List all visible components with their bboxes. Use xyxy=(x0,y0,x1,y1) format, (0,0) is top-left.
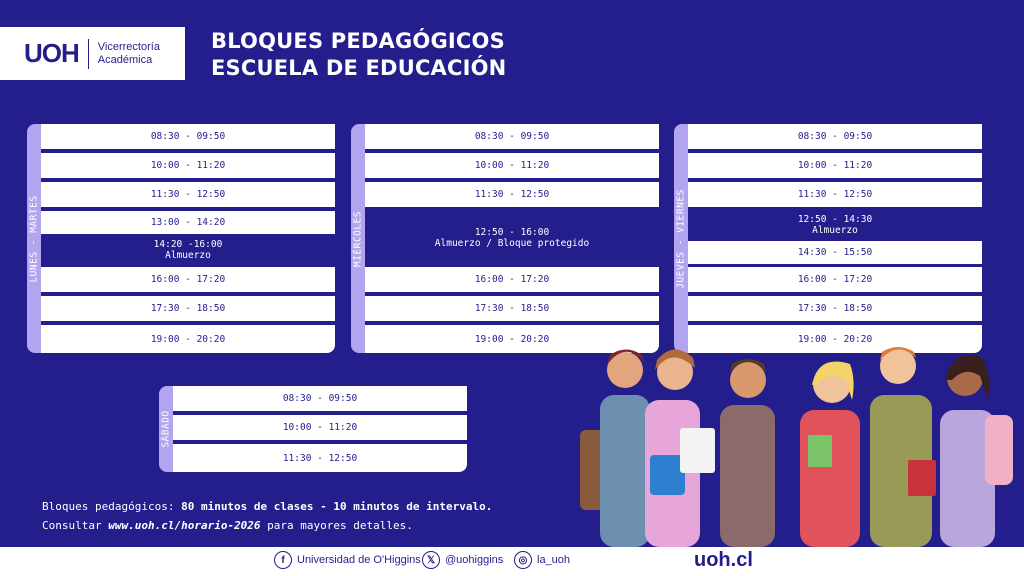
footer xyxy=(0,547,1024,576)
title-line-2: ESCUELA DE EDUCACIÓN xyxy=(211,56,507,80)
time-slot: 08:30 - 09:50 xyxy=(41,124,335,149)
lunch-time: 14:20 -16:00 xyxy=(153,239,223,250)
schedule-lunes-martes xyxy=(27,124,335,353)
lunch-slot xyxy=(688,211,982,239)
schedule-link[interactable]: www.uoh.cl/horario-2026 xyxy=(108,519,261,532)
logo-text xyxy=(98,41,160,67)
time-slot: 16:00 - 17:20 xyxy=(365,267,659,292)
schedule-miercoles xyxy=(351,124,659,353)
uoh-logo-mark: UOH xyxy=(24,38,79,68)
time-slot: 10:00 - 11:20 xyxy=(365,153,659,178)
lunch-slot xyxy=(365,222,659,254)
time-slot: 16:00 - 17:20 xyxy=(41,267,335,292)
day-tab: JUEVES - VIERNES xyxy=(674,124,688,353)
lunch-time: 12:50 - 14:30 xyxy=(797,214,873,225)
time-slot: 08:30 - 09:50 xyxy=(688,124,982,149)
time-slot: 08:30 - 09:50 xyxy=(365,124,659,149)
page-title xyxy=(211,28,506,82)
footnote-line-2: Consultar www.uoh.cl/horario-2026 para mayores detalles. xyxy=(42,519,413,532)
lunch-note: Almuerzo xyxy=(165,250,211,261)
day-tab: LUNES - MARTES xyxy=(27,124,41,353)
time-slot: 10:00 - 11:20 xyxy=(173,415,467,440)
time-slot: 11:30 - 12:50 xyxy=(41,182,335,207)
lunch-note: Almuerzo / Bloque protegido xyxy=(434,238,590,249)
schedule-jueves-viernes xyxy=(674,124,982,353)
time-slot: 17:30 - 18:50 xyxy=(41,296,335,321)
person-3-head xyxy=(730,362,766,398)
title-line-1: BLOQUES PEDAGÓGICOS xyxy=(211,29,505,53)
time-slot: 19:00 - 20:20 xyxy=(688,325,982,353)
x-link[interactable]: 𝕏 @uohiggins xyxy=(422,551,503,569)
facebook-link[interactable]: f Universidad de O'Higgins xyxy=(274,551,421,569)
time-slot: 13:00 - 14:20 xyxy=(41,211,335,234)
day-tab: SÁBADO xyxy=(159,386,173,472)
time-slot: 19:00 - 20:20 xyxy=(365,325,659,353)
person-1-body xyxy=(600,395,650,547)
time-slot: 11:30 - 12:50 xyxy=(688,182,982,207)
footnote-line-1: Bloques pedagógicos: 80 minutos de clases - 10 minutos de intervalo. xyxy=(42,500,493,513)
logo xyxy=(0,27,185,80)
website-link[interactable]: uoh.cl xyxy=(694,549,753,571)
facebook-icon: f xyxy=(274,551,292,569)
lunch-slot xyxy=(41,236,335,264)
instagram-icon: ◎ xyxy=(514,551,532,569)
time-slot: 14:30 - 15:50 xyxy=(688,241,982,264)
lunch-time: 12:50 - 16:00 xyxy=(474,227,550,238)
logo-line-2: Académica xyxy=(97,53,153,66)
book-shape xyxy=(808,435,832,467)
person-4-body xyxy=(800,410,860,547)
logo-line-1: Vicerrectoría xyxy=(97,40,160,53)
lunch-note: Almuerzo xyxy=(812,225,858,236)
students-illustration xyxy=(560,340,1024,547)
bag-shape xyxy=(650,455,685,495)
instagram-link[interactable]: ◎ la_uoh xyxy=(514,551,570,569)
notebook-shape xyxy=(680,428,715,473)
time-slot: 16:00 - 17:20 xyxy=(688,267,982,292)
logo-divider xyxy=(88,39,89,69)
time-slot: 10:00 - 11:20 xyxy=(41,153,335,178)
x-icon: 𝕏 xyxy=(422,551,440,569)
time-slot: 19:00 - 20:20 xyxy=(41,325,335,353)
time-slot: 17:30 - 18:50 xyxy=(688,296,982,321)
time-slot: 11:30 - 12:50 xyxy=(365,182,659,207)
red-book-shape xyxy=(908,460,936,496)
person-3-body xyxy=(720,405,775,547)
time-slot: 08:30 - 09:50 xyxy=(173,386,467,411)
time-slot: 17:30 - 18:50 xyxy=(365,296,659,321)
footnote xyxy=(42,497,492,535)
schedule-sabado xyxy=(159,386,467,472)
day-tab: MIÉRCOLES xyxy=(351,124,365,353)
time-slot: 10:00 - 11:20 xyxy=(688,153,982,178)
backpack-pink-shape xyxy=(985,415,1013,485)
time-slot: 11:30 - 12:50 xyxy=(173,444,467,472)
